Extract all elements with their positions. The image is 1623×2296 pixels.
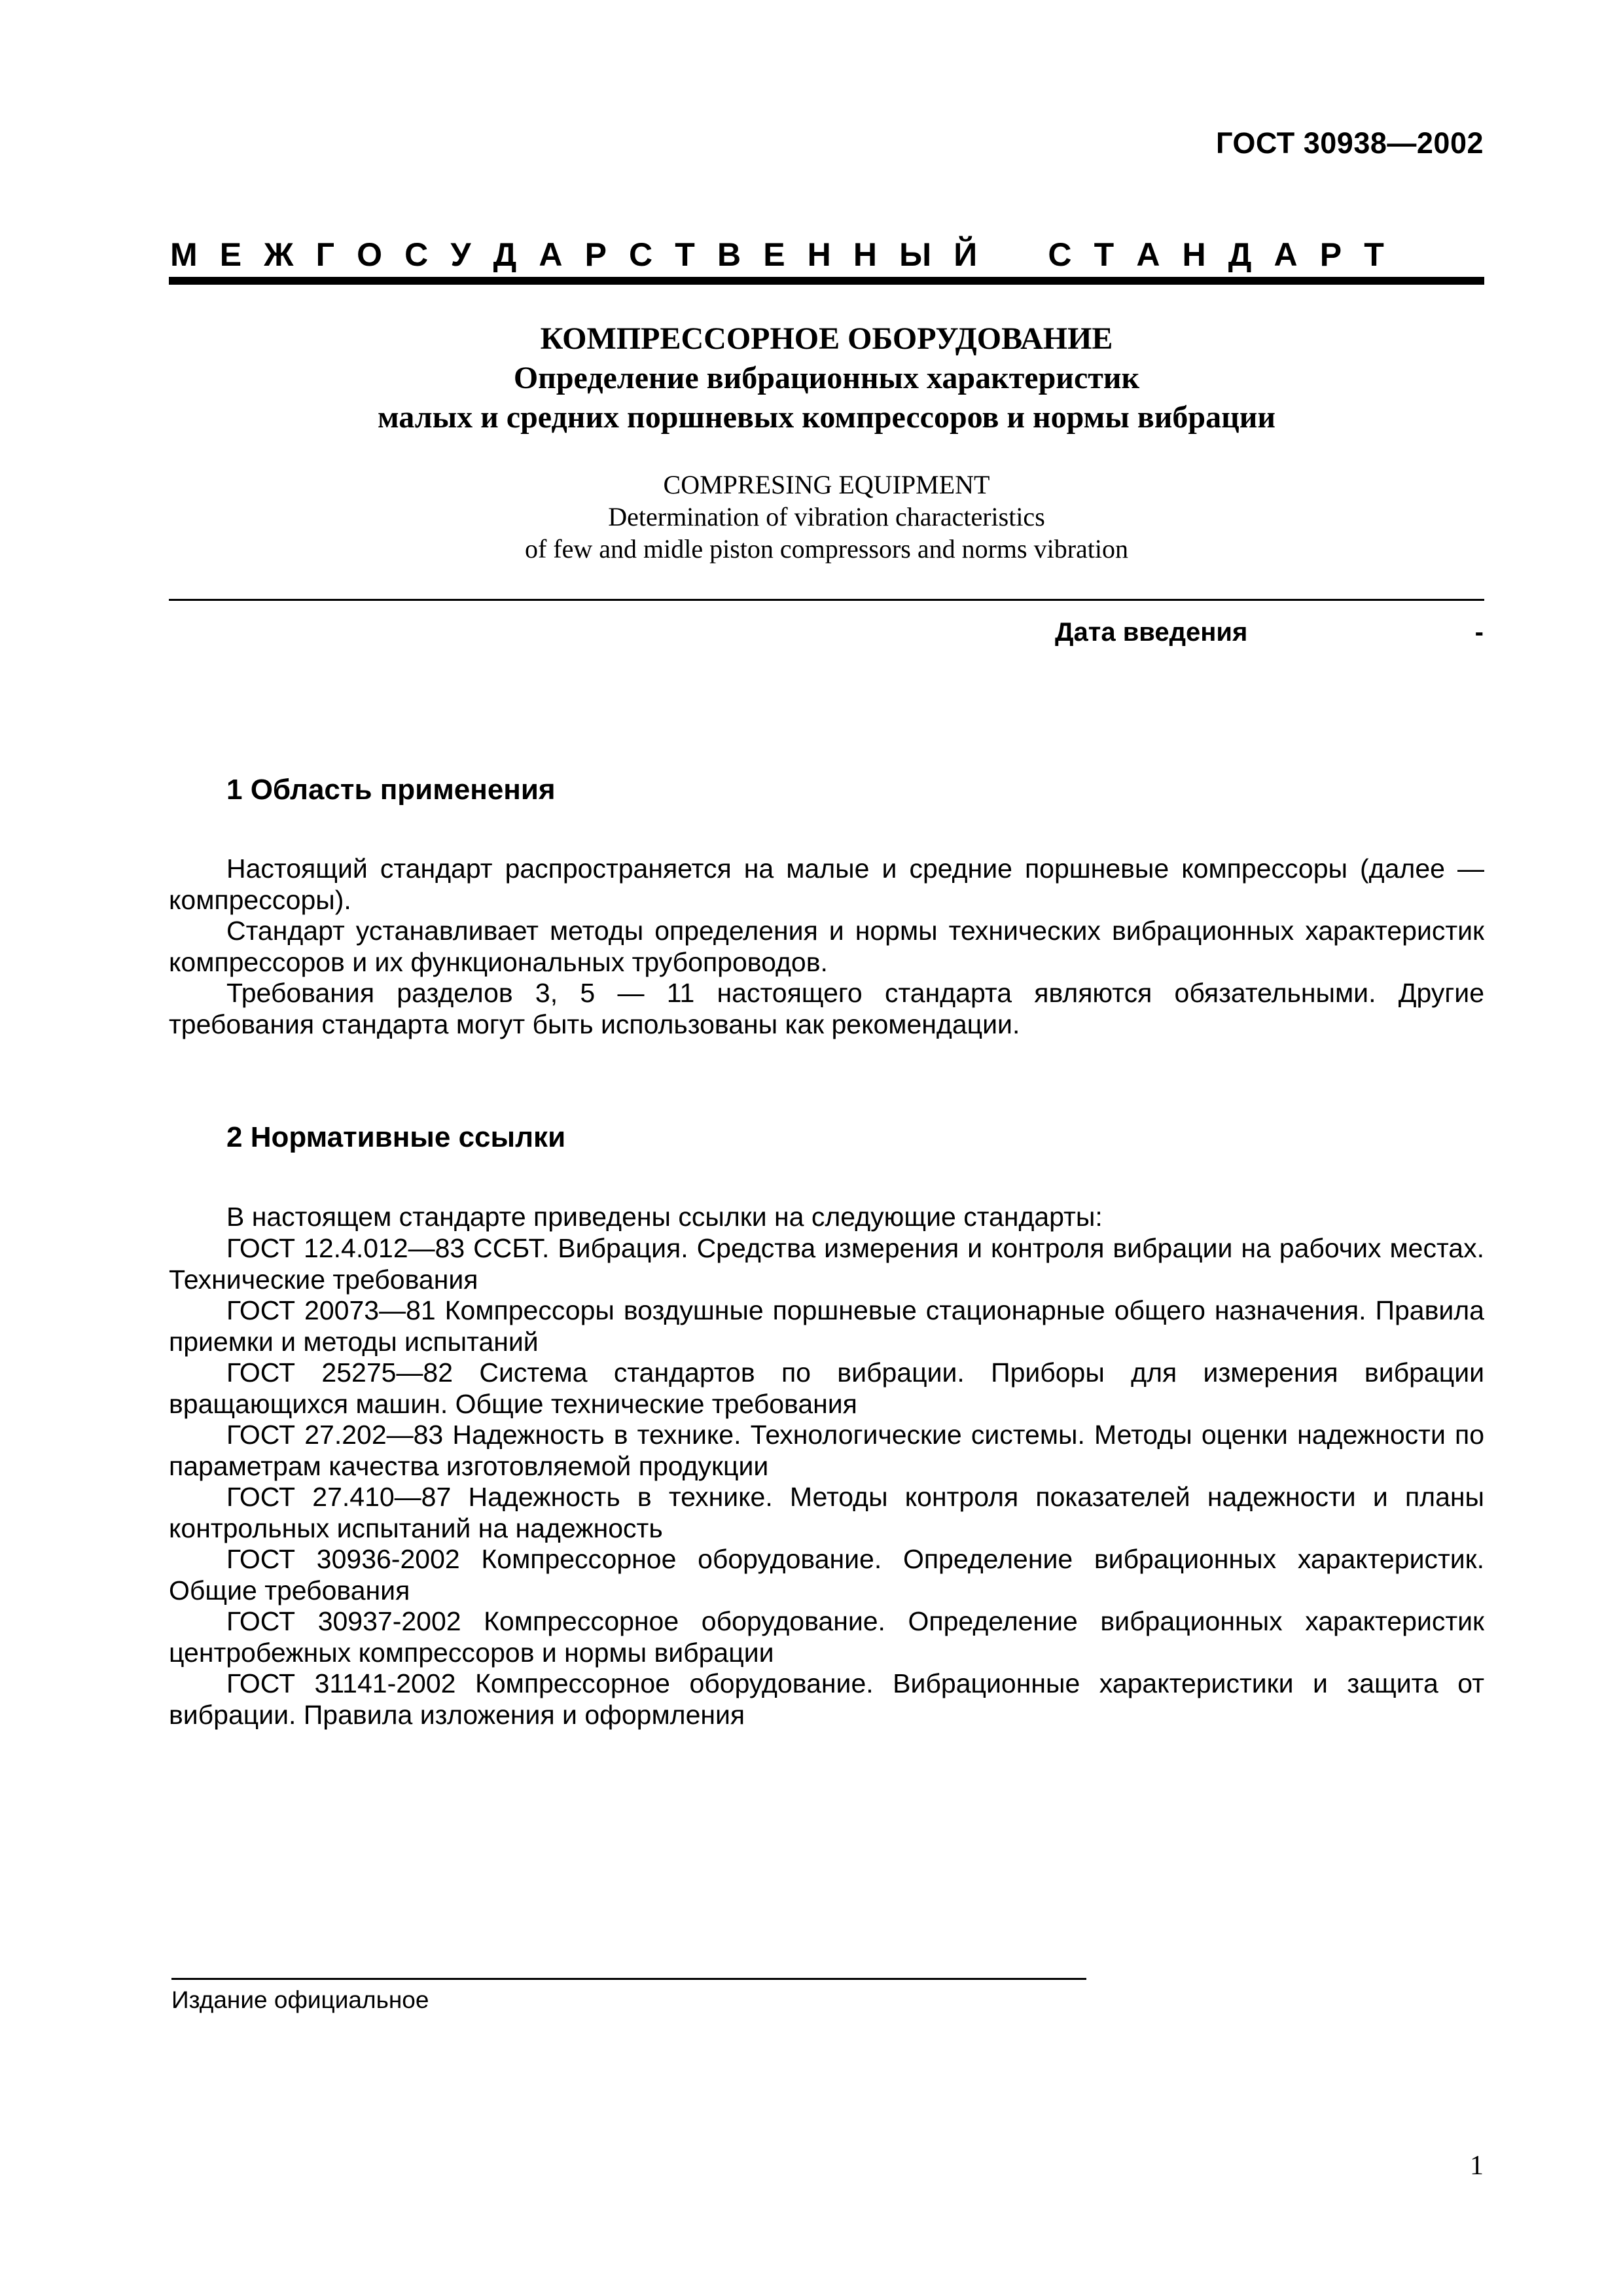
reference-item [169, 1668, 1484, 1731]
paragraph-text: Настоящий стандарт распространяется на малые и средние поршневые компрессоры (далее — компрессоры). [169, 853, 1484, 915]
reference-text: ГОСТ 27.202—83 Надежность в технике. Технологические системы. Методы оценки надежности по параметрам качества изготовляемой продукции [169, 1420, 1484, 1481]
title-en-line-2: Determination of vibration characteristics [608, 502, 1045, 531]
reference-item [169, 1357, 1484, 1420]
standard-kind-letter: Г [315, 236, 334, 273]
standard-kind-letter: А [1136, 236, 1160, 273]
reference-text: ГОСТ 12.4.012—83 ССБТ. Вибрация. Средства измерения и контроля вибрации на рабочих местах. Технические требования [169, 1233, 1484, 1295]
reference-item [169, 1419, 1484, 1482]
title-en-line-3: of few and midle piston compressors and norms vibration [524, 534, 1129, 564]
title-ru-line-2: Определение вибрационных характеристик [513, 361, 1140, 395]
title-ru-line-3: малых и средних поршневых компрессоров и нормы вибрации [377, 400, 1276, 435]
title-rule [169, 599, 1484, 601]
standard-kind-letter: А [1274, 236, 1298, 273]
standard-kind-letter: С [1048, 236, 1072, 273]
standard-kind-letter: Р [584, 236, 607, 273]
standard-kind-letter: Д [1228, 236, 1252, 273]
footnote-rule [171, 1978, 1086, 1980]
standard-kind-letter: Т [675, 236, 695, 273]
reference-item [169, 1481, 1484, 1544]
standard-kind-letter: О [357, 236, 382, 273]
standard-kind-letter: Е [763, 236, 785, 273]
paragraph-text: Требования разделов 3, 5 — 11 настоящего стандарта являются обязательными. Другие требования стандарта могут быть использованы как рекомендации. [169, 978, 1484, 1039]
edition-note: Издание официальное [171, 1986, 429, 2013]
title-ru-line-1: КОМПРЕССОРНОЕ ОБОРУДОВАНИЕ [540, 321, 1113, 356]
standard-kind-heading [170, 236, 1384, 274]
standard-kind-letter: А [539, 236, 563, 273]
header-rule [169, 277, 1484, 285]
page-number: 1 [1470, 2151, 1484, 2181]
section-2-heading: 2 Нормативные ссылки [226, 1121, 566, 1153]
paragraph-text: Стандарт устанавливает методы определения и нормы технических вибрационных характеристик компрессоров и их функциональных трубопроводов. [169, 916, 1484, 977]
reference-text: ГОСТ 30936-2002 Компрессорное оборудование. Определение вибрационных характеристик. Общие требования [169, 1544, 1484, 1605]
reference-item [169, 1543, 1484, 1606]
standard-kind-letter: У [450, 236, 471, 273]
standard-kind-letter: Н [853, 236, 878, 273]
reference-item [169, 1605, 1484, 1668]
reference-text: ГОСТ 30937-2002 Компрессорное оборудование. Определение вибрационных характеристик центробежных компрессоров и нормы вибрации [169, 1606, 1484, 1668]
standard-kind-letter: Н [1182, 236, 1206, 273]
standard-kind-letter: Т [1094, 236, 1115, 273]
title-en-line-1: COMPRESING EQUIPMENT [663, 470, 990, 499]
section-2-intro [169, 1201, 1484, 1232]
intro-date-label: Дата введения [1055, 618, 1248, 647]
standard-kind-letter: С [404, 236, 429, 273]
standard-kind-letter: Т [1364, 236, 1384, 273]
reference-text: ГОСТ 31141-2002 Компрессорное оборудование. Вибрационные характеристики и защита от вибрации. Правила изложения и оформления [169, 1668, 1484, 1730]
section-1-paragraph [169, 977, 1484, 1040]
section-1-paragraph [169, 915, 1484, 978]
section-1-paragraph [169, 853, 1484, 916]
reference-text: ГОСТ 25275—82 Система стандартов по вибрации. Приборы для измерения вибрации вращающихся машин. Общие технические требования [169, 1357, 1484, 1419]
standard-kind-letter: М [170, 236, 198, 273]
standard-kind-letter: Д [493, 236, 517, 273]
document-number: ГОСТ 30938—2002 [1215, 126, 1484, 160]
reference-item [169, 1295, 1484, 1357]
standard-kind-letter: В [717, 236, 741, 273]
standard-kind-letter: Р [1319, 236, 1342, 273]
standard-kind-letter: С [629, 236, 653, 273]
paragraph-text: В настоящем стандарте приведены ссылки на следующие стандарты: [226, 1202, 1103, 1232]
standard-kind-letter: Е [219, 236, 242, 273]
standard-kind-letter: Й [954, 236, 978, 273]
section-1-heading: 1 Область применения [226, 774, 556, 806]
reference-text: ГОСТ 27.410—87 Надежность в технике. Методы контроля показателей надежности и планы контрольных испытаний на надежность [169, 1482, 1484, 1543]
reference-item [169, 1232, 1484, 1295]
standard-kind-letter: Ж [264, 236, 294, 273]
standard-kind-letter: Ы [899, 236, 932, 273]
reference-text: ГОСТ 20073—81 Компрессоры воздушные поршневые стационарные общего назначения. Правила приемки и методы испытаний [169, 1295, 1484, 1357]
standard-kind-letter: Н [807, 236, 831, 273]
intro-date-value: - [1474, 618, 1484, 647]
